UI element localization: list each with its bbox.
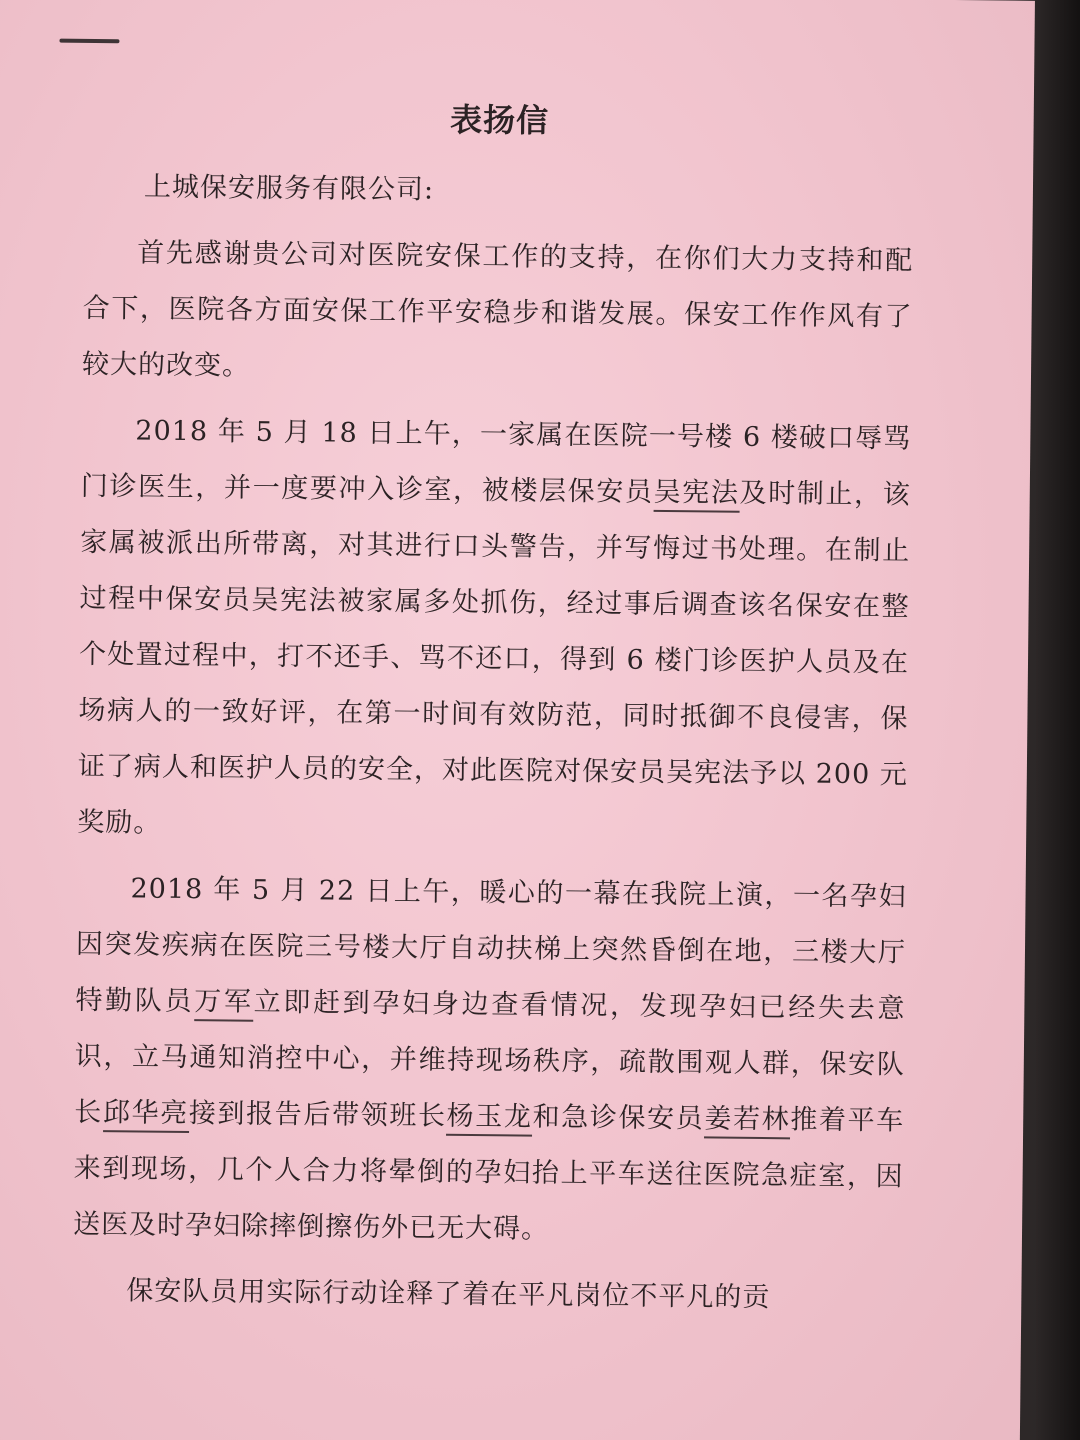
pen-mark <box>59 39 119 44</box>
paragraph-text: 和急诊保安员 <box>532 1101 705 1135</box>
paragraph-text: 2018 年 5 月 18 日上午，一家属在医院一号楼 6 楼破口辱骂门诊医生，并一度要冲入诊室，被楼层保安员 <box>80 415 912 508</box>
paragraph-text: 推着平车来到现场，几个人合力将晕倒的孕妇抬上平车送往医院急症室，因送医及时孕妇除摔倒擦伤外已无大碍。 <box>72 1104 905 1245</box>
letter-paragraph <box>77 403 912 860</box>
paragraph-text: 接到报告后带领班长 <box>188 1098 447 1132</box>
paragraph-text: 首先感谢贵公司对医院安保工作的支持，在你们大力支持和配合下，医院各方面安保工作平安稳步和谐发展。保安工作作风有了较大的改变。 <box>81 237 914 382</box>
paragraph-text: 2018 年 5 月 22 日上午，暖心的一幕在我院上演，一名孕妇因突发疾病在医院三号楼大厅自动扶梯上突然昏倒在地，三楼大厅特勤队员 <box>75 873 907 1018</box>
paragraph-text: 及时制止，该家属被派出所带离，对其进行口头警告，并写悔过书处理。在制止过程中保安员吴宪法被家属多处抓伤，经过事后调查该名保安在整个处置过程中，打不还手、骂不还口，得到 6 楼门诊医护人员及在场病人的一致好评，在第一时间有效防范，同时抵御不良侵害，保证了病人和医护人员的安全，对此医院对保安员吴宪法予以 200 元奖励。 <box>77 477 911 839</box>
letter-title: 表扬信 <box>449 100 550 140</box>
letter-salutation: 上城保安服务有限公司: <box>143 171 435 206</box>
letter-paragraph <box>72 1263 903 1328</box>
underlined-name: 姜若林 <box>704 1103 790 1139</box>
paragraph-text: 立即赶到孕妇身边查看情况，发现孕妇已经失去意识，立马通知消控中心，并维持现场秩序，疏散围观人群，保安队长 <box>74 986 906 1129</box>
underlined-name: 吴宪法 <box>653 477 739 513</box>
letter-paragraph <box>82 225 914 402</box>
underlined-name: 杨玉龙 <box>446 1101 532 1137</box>
letter-body <box>72 225 913 1328</box>
edge-shadow <box>1035 0 1080 1440</box>
letter-paragraph <box>73 861 907 1262</box>
underlined-name: 万军 <box>194 986 254 1022</box>
letter-content <box>72 91 915 1338</box>
paragraph-text: 保安队员用实际行动诠释了着在平凡岗位不平凡的贡 <box>126 1275 771 1314</box>
underlined-name: 邱华亮 <box>103 1097 189 1133</box>
